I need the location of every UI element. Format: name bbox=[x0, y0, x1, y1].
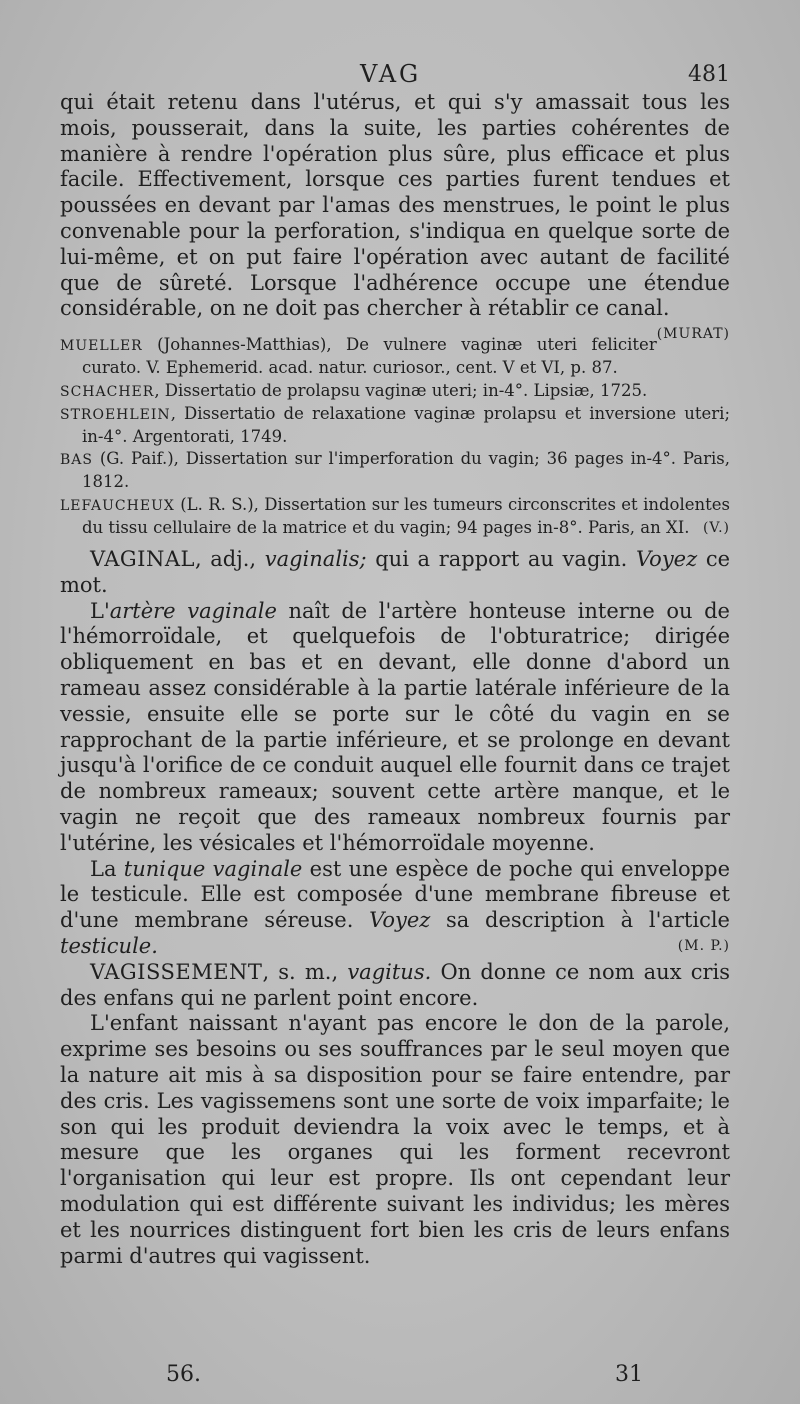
main-text bbox=[60, 90, 730, 343]
entry-vagissement bbox=[60, 960, 730, 1270]
article-reference: testicule. bbox=[60, 933, 158, 958]
definition-end: ce mot. bbox=[60, 547, 731, 597]
entry-heading bbox=[60, 547, 730, 599]
paragraph-text: sa description à l'article bbox=[430, 908, 730, 933]
paragraph-text: naît de l'artère honteuse interne ou de l'hémorroïdale, et quelquefois de l'obturatrice; dirigée obliquement en bas et en devant, elle donne d'abord un rameau assez considérable à la partie latérale inférieure de la vessie, ensuite elle se porte sur le côté du vagin en se rapprochant de la partie inférieure, et se prolonge en devant jusqu'à l'orifice de ce conduit auquel elle fournit dans ce trajet de nombreux rameaux; souvent cette artère manque, et le vagin ne reçoit que des rameaux nombreux fournis par l'utérine, les vésicales et l'hémorroïdale moyenne. bbox=[60, 598, 730, 855]
reference-author: BAS bbox=[60, 452, 93, 469]
paragraph-text: qui était retenu dans l'utérus, et qui s'y amassait tous les mois, pousserait, dans la suite, les parties cohérentes de manière à rendre l'opération plus sûre, plus efficace et plus facile. Effectivement, lorsque ces parties furent tendues et poussées en devant par l'amas des menstrues, le point le plus convenable pour la perforation, s'indiqua en quelque sorte de lui-même, et on put faire l'opération avec autant de facilité que de sûreté. Lorsque l'adhérence occupe une étendue considérable, on ne doit pas chercher à rétablir ce canal. bbox=[60, 90, 730, 321]
author-signature: (M. P.) bbox=[677, 937, 730, 954]
reference-author: SCHACHER bbox=[60, 383, 155, 400]
page-footer bbox=[0, 1362, 800, 1392]
running-header bbox=[60, 58, 730, 90]
reference-entry bbox=[60, 403, 730, 448]
definition: On donne ce nom aux cris des enfans qui ne parlent point encore. bbox=[60, 959, 730, 1010]
term: tunique vaginale bbox=[123, 856, 303, 881]
article: La bbox=[90, 856, 124, 881]
cross-reference: Voyez bbox=[635, 547, 698, 571]
reference-signature: (V.) bbox=[702, 519, 730, 536]
reference-entry bbox=[60, 334, 730, 379]
reference-text: (Johannes-Matthias), De vulnere vaginæ uteri feliciter curato. V. Ephemerid. acad. natur. curiosor., cent. V et VI, p. 87. bbox=[82, 335, 657, 378]
grammar-note: , s. m., bbox=[262, 959, 348, 984]
signature-mark-left: 56. bbox=[166, 1362, 201, 1387]
reference-text: (G. Paif.), Dissertation sur l'imperforation du vagin; 36 pages in-4°. Paris, 1812. bbox=[82, 449, 730, 492]
paragraph-tunique bbox=[60, 857, 730, 960]
cross-reference: Voyez bbox=[369, 908, 431, 933]
reference-author: LEFAUCHEUX bbox=[60, 497, 175, 514]
reference-entry bbox=[60, 494, 730, 539]
reference-text: , Dissertatio de relaxatione vaginæ prolapsu et inversione uteri; in-4°. Argentorati, 1749. bbox=[82, 403, 730, 446]
headword: VAGISSEMENT bbox=[90, 959, 263, 984]
definition: qui a rapport au vagin. bbox=[366, 547, 636, 571]
reference-entry bbox=[60, 448, 730, 493]
reference-text: (L. R. S.), Dissertation sur les tumeurs circonscrites et indolentes du tissu cellulaire de la matrice et du vagin; 94 pages in-8°. Paris, an XI. bbox=[82, 494, 730, 537]
reference-entry bbox=[60, 380, 730, 403]
paragraph-vagissement: L'enfant naissant n'ayant pas encore le don de la parole, exprime ses besoins ou ses souffrances par le seul moyen que la nature ait mis à sa disposition pour se faire entendre, par des cris. Les vagissemens sont une sorte de voix imparfaite; le son qui les produit deviendra la voix avec le temps, et à mesure que les organes qui les forment recevront l'organisation qui leur est propre. Ils ont cependant leur modulation qui est différente suivant les individus; les mères et les nourrices distinguent fort bien les cris de leurs enfans parmi d'autres qui vagissent. bbox=[60, 1011, 730, 1268]
author-signature: (MURAT) bbox=[656, 326, 730, 343]
grammar-note: , adj., bbox=[194, 547, 265, 571]
latin-term: vaginalis; bbox=[264, 547, 367, 571]
running-title: VAG bbox=[360, 60, 422, 88]
latin-term: vagitus. bbox=[347, 959, 432, 984]
entry-heading bbox=[60, 960, 730, 1012]
paragraph-artere bbox=[60, 599, 730, 857]
headword: VAGINAL bbox=[90, 547, 195, 571]
bibliography bbox=[60, 334, 730, 539]
page-number: 481 bbox=[688, 62, 730, 87]
reference-author: MUELLER bbox=[60, 338, 143, 355]
entry-vaginal bbox=[60, 547, 730, 960]
paragraph-text: est une espèce de poche qui enveloppe le testicule. Elle est composée d'une membrane fibreuse et d'une membrane séreuse. bbox=[60, 856, 731, 933]
term: artère vaginale bbox=[109, 598, 277, 623]
murat-paragraph bbox=[60, 90, 730, 343]
reference-author: STROEHLEIN bbox=[60, 406, 171, 423]
signature-mark-right: 31 bbox=[615, 1362, 643, 1387]
reference-text: , Dissertatio de prolapsu vaginæ uteri; in-4°. Lipsiæ, 1725. bbox=[154, 380, 648, 400]
article: L' bbox=[90, 598, 110, 623]
